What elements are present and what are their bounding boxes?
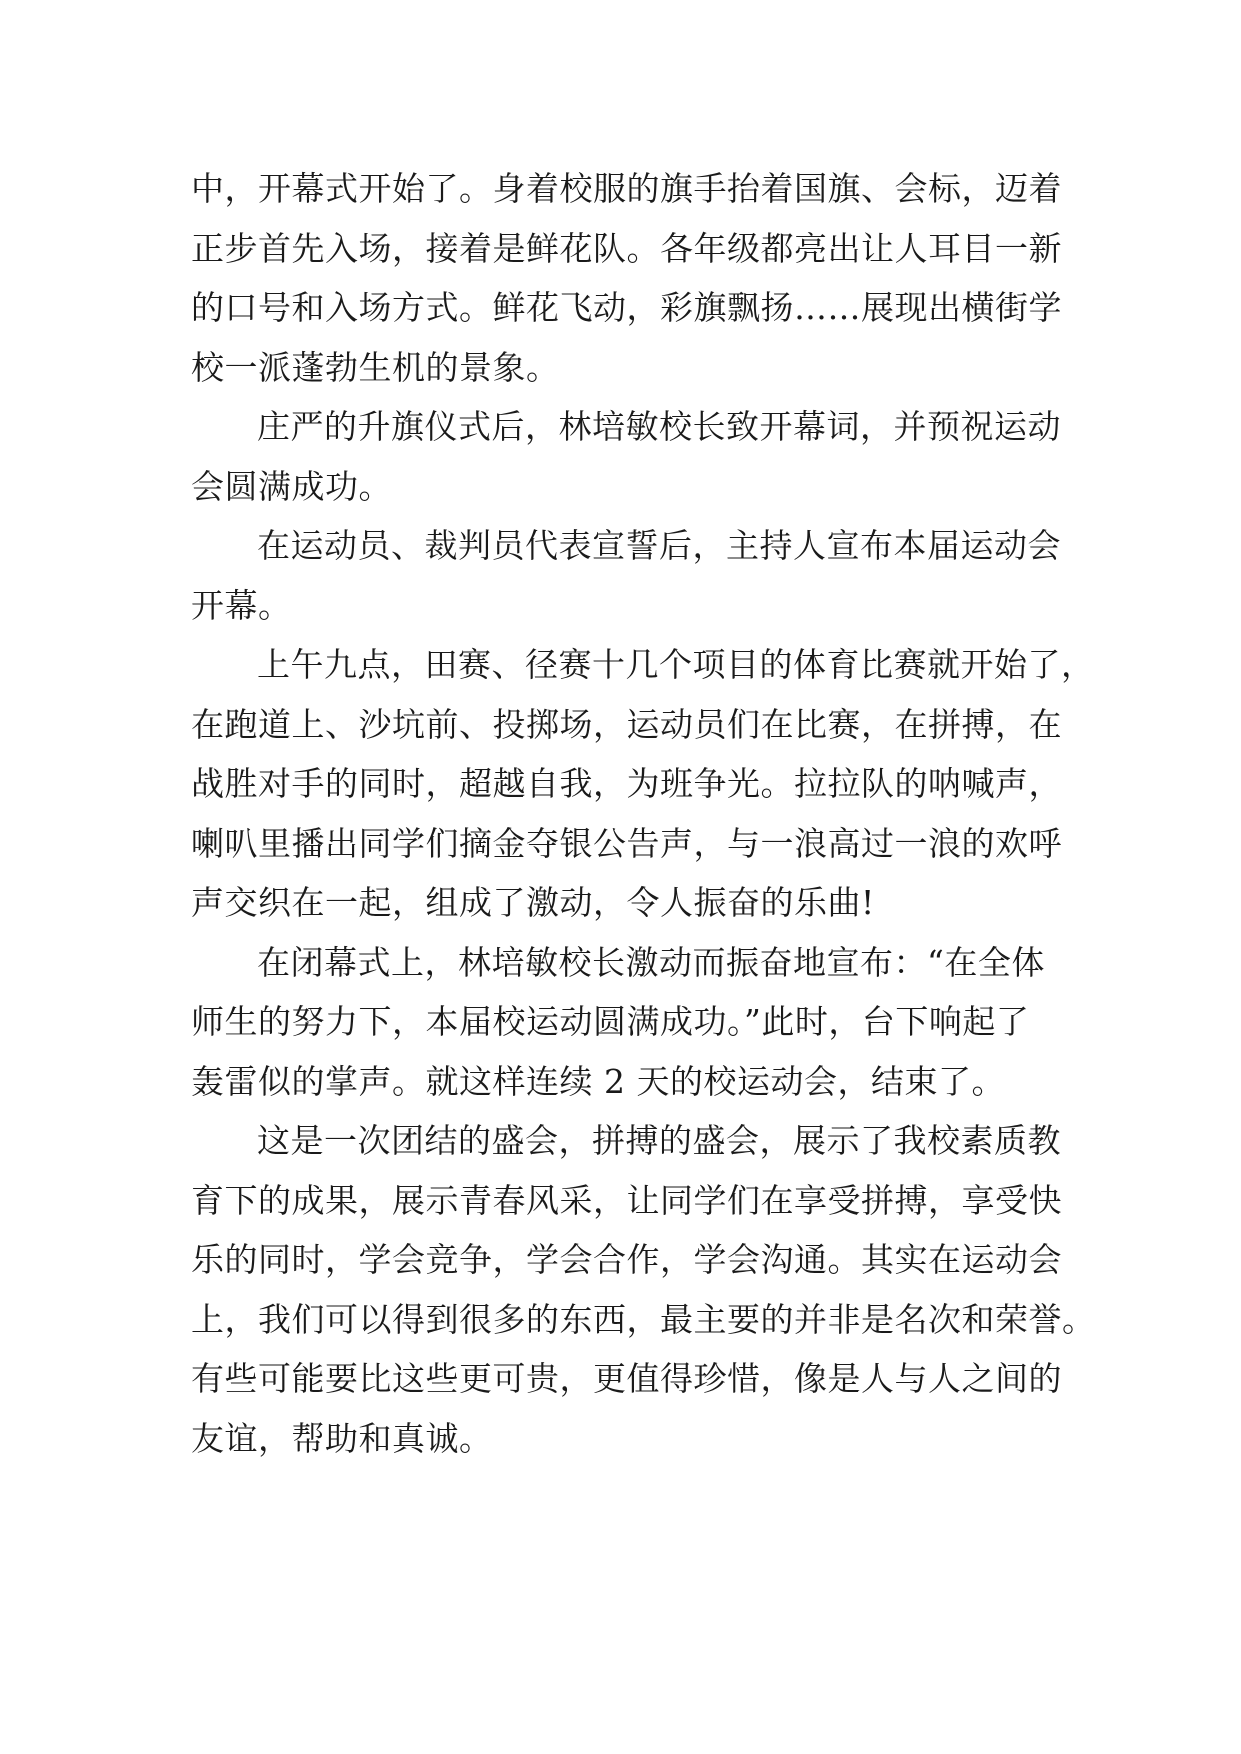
text-line: 会圆满成功。: [191, 466, 392, 506]
paragraph-first-line: 这是一次团结的盛会，拼搏的盛会，展示了我校素质教: [257, 1121, 1061, 1160]
text-line: 友谊，帮助和真诚。: [191, 1418, 493, 1458]
paragraph-first-line: 庄严的升旗仪式后，林培敏校长致开幕词，并预祝运动: [257, 407, 1061, 446]
text-line: 在跑道上、沙坑前、投掷场，运动员们在比赛，在拼搏，在: [191, 704, 1062, 744]
text-line: 战胜对手的同时，超越自我，为班争光。拉拉队的呐喊声，: [191, 764, 1062, 803]
text-line: 喇叭里播出同学们摘金夺银公告声，与一浪高过一浪的欢呼: [191, 823, 1062, 863]
text-line: 有些可能要比这些更可贵，更值得珍惜，像是人与人之间的: [191, 1359, 1062, 1398]
paragraph-first-line: 在闭幕式上，林培敏校长激动而振奋地宣布：“在全体: [257, 942, 1045, 982]
text-line: 育下的成果，展示青春风采，让同学们在享受拼搏，享受快: [191, 1180, 1062, 1220]
paragraph-first-line: 上午九点，田赛、径赛十几个项目的体育比赛就开始了，: [257, 645, 1095, 684]
text-line: 声交织在一起，组成了激动，令人振奋的乐曲!: [191, 883, 875, 922]
document-body: [191, 159, 1096, 1468]
text-line: 上，我们可以得到很多的东西，最主要的并非是名次和荣誉。: [191, 1299, 1096, 1339]
text-line: 校一派蓬勃生机的景象。: [191, 347, 560, 387]
paragraph-first-line: 在运动员、裁判员代表宣誓后，主持人宣布本届运动会: [257, 526, 1061, 565]
text-line: 开幕。: [191, 585, 292, 625]
text-line: 的口号和入场方式。鲜花飞动，彩旗飘扬……展现出横街学: [191, 288, 1062, 327]
text-line: 轰雷似的掌声。就这样连续 2 天的校运动会，结束了。: [191, 1061, 1005, 1101]
text-line: 正步首先入场，接着是鲜花队。各年级都亮出让人耳目一新: [191, 228, 1062, 268]
text-line: 乐的同时，学会竞争，学会合作，学会沟通。其实在运动会: [191, 1240, 1062, 1279]
text-line: 师生的努力下，本届校运动圆满成功。”此时，台下响起了: [191, 1002, 1030, 1041]
text-line: 中，开幕式开始了。身着校服的旗手抬着国旗、会标，迈着: [191, 169, 1062, 208]
